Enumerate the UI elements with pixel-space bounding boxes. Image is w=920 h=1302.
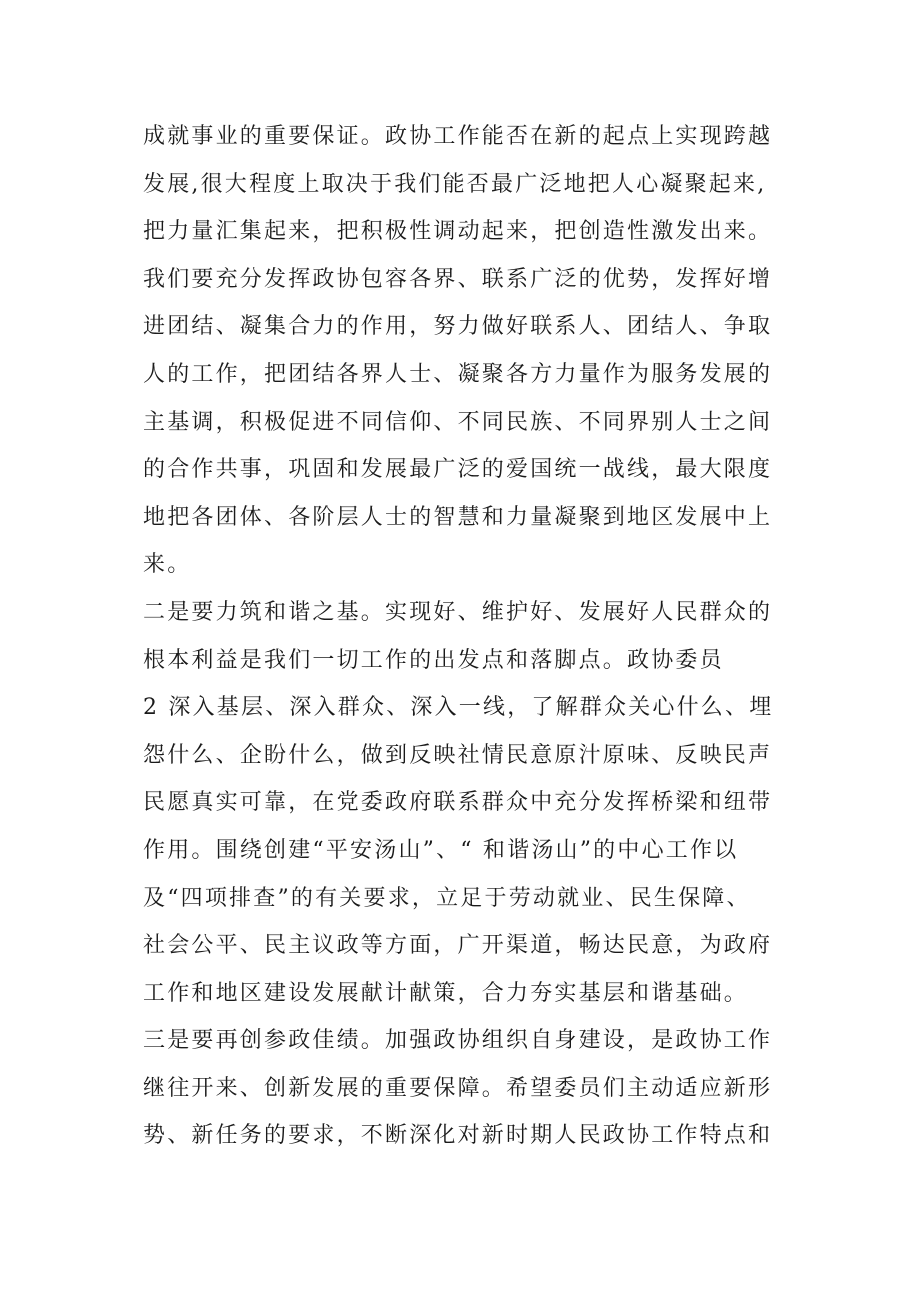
text-line: 发展,很大程度上取决于我们能否最广泛地把人心凝聚起来, xyxy=(143,171,767,197)
text-line: 2 深入基层、深入群众、深入一线，了解群众关心什么、埋 xyxy=(143,695,774,721)
text-line: 地把各团体、各阶层人士的智慧和力量凝聚到地区发展中上 xyxy=(143,504,773,530)
text-line: 民愿真实可靠，在党委政府联系群众中充分发挥桥梁和纽带 xyxy=(143,790,773,816)
body-text xyxy=(143,113,823,1160)
text-line: 怨什么、企盼什么，做到反映社情民意原汁原味、反映民声 xyxy=(143,742,773,768)
text-line: 人的工作，把团结各界人士、凝聚各方力量作为服务发展的 xyxy=(143,361,773,387)
text-line: 成就事业的重要保证。政协工作能否在新的起点上实现跨越 xyxy=(143,124,773,149)
text-line: 根本利益是我们一切工作的出发点和落脚点。政协委员 xyxy=(143,647,724,673)
text-line: 进团结、凝集合力的作用，努力做好联系人、团结人、争取 xyxy=(143,314,773,340)
text-line: 主基调，积极促进不同信仰、不同民族、不同界别人士之间 xyxy=(143,409,773,435)
text-line: 工作和地区建设发展献计献策，合力夯实基层和谐基础。 xyxy=(143,980,749,1006)
text-line: 来。 xyxy=(143,552,192,578)
text-line: 把力量汇集起来，把积极性调动起来，把创造性激发出来。 xyxy=(143,219,773,245)
text-line: 继往开来、创新发展的重要保障。希望委员们主动适应新形 xyxy=(143,1075,773,1101)
text-line: 社会公平、民主议政等方面，广开渠道，畅达民意，为政府 xyxy=(143,933,773,959)
text-line: 我们要充分发挥政协包容各界、联系广泛的优势，发挥好增 xyxy=(143,266,773,292)
text-line: 三是要再创参政佳绩。加强政协组织自身建设，是政协工作 xyxy=(143,1028,773,1054)
text-line: 二是要力筑和谐之基。实现好、维护好、发展好人民群众的 xyxy=(143,599,773,625)
text-line: 及“四项排查”的有关要求，立足于劳动就业、民生保障、 xyxy=(143,885,751,911)
text-line: 作用。围绕创建“平安汤山”、“ 和谐汤山”的中心工作以 xyxy=(143,837,739,863)
text-line: 势、新任务的要求，不断深化对新时期人民政协工作特点和 xyxy=(143,1123,773,1149)
text-line: 的合作共事，巩固和发展最广泛的爱国统一战线，最大限度 xyxy=(143,457,773,483)
